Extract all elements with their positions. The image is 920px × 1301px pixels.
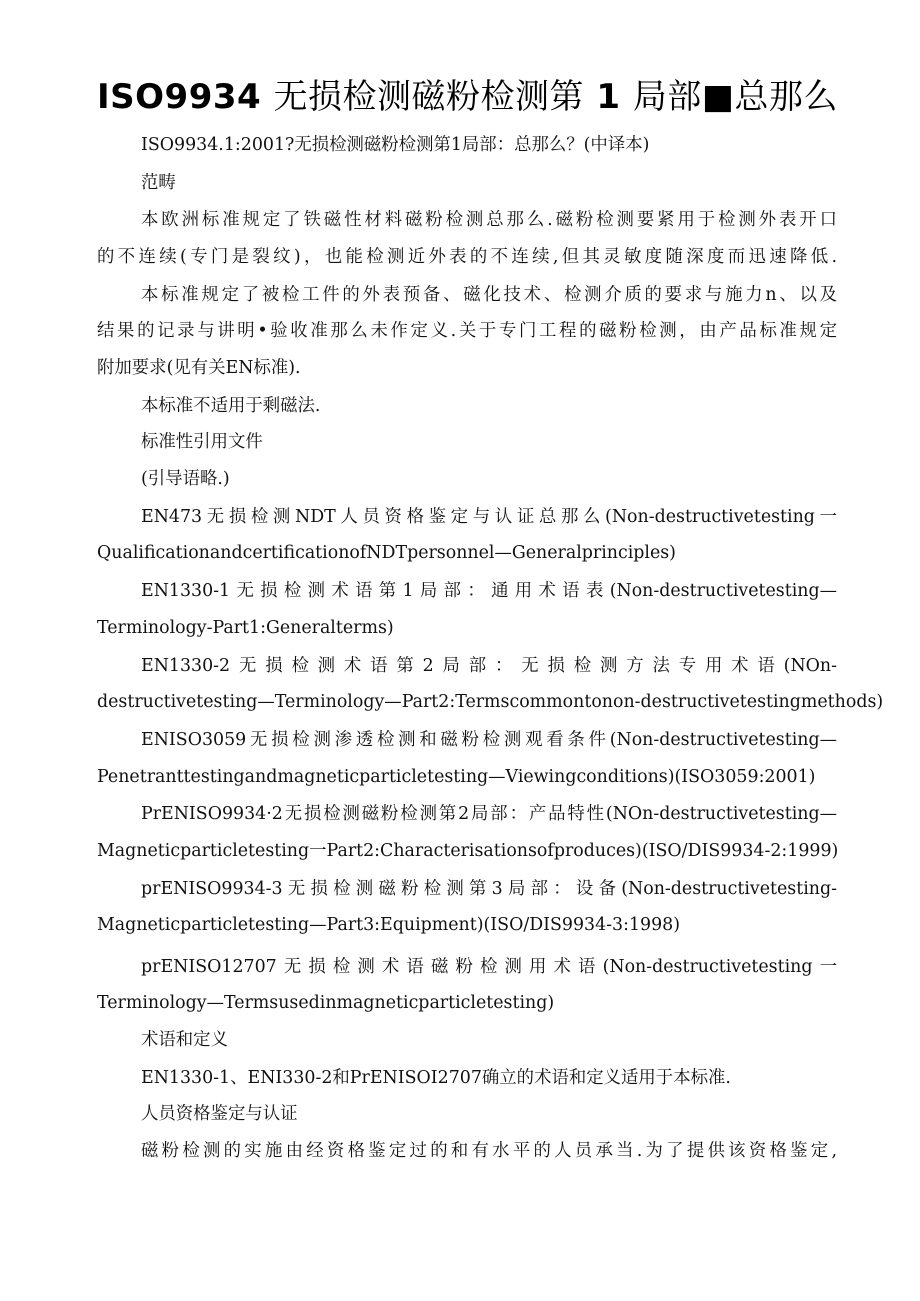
reference-line: Terminology-Part1:Generalterms): [97, 618, 394, 638]
paragraph-line: 的不连续(专门是裂纹)，也能检测近外表的不连续,但其灵敏度随深度而迅速降低.: [97, 247, 837, 267]
reference-line: QualificationandcertificationofNDTpersonnel—Generalprinciples): [97, 543, 676, 563]
paragraph-line: EN1330-1、ENI330-2和PrENISOI2707确立的术语和定义适用于本标准.: [141, 1068, 731, 1088]
reference-line: EN1330-1无损检测术语第1局部：通用术语表(Non-destructivetesting—: [141, 581, 837, 601]
document-title: [97, 74, 877, 120]
references-intro: (引导语略.): [141, 469, 230, 489]
paragraph-line: 磁粉检测的实施由经资格鉴定过的和有水平的人员承当.为了提供该资格鉴定,: [141, 1141, 837, 1161]
reference-line: PrENISO9934·2无损检测磁粉检测第2局部：产品特性(NOn-destructivetesting—: [141, 804, 837, 824]
title-tail: 局部■总那么: [632, 77, 838, 117]
document-subtitle: ISO9934.1:2001?无损检测磁粉检测第1局部：总那么？(中译本): [141, 135, 650, 155]
reference-line: destructivetesting—Terminology—Part2:Termscommontonon-destructivetestingmethods): [97, 692, 884, 712]
reference-line: EN473无损检测NDT人员资格鉴定与认证总那么(Non-destructivetesting一: [141, 507, 837, 527]
paragraph-line: 本标准不适用于剩磁法.: [141, 396, 321, 416]
reference-line: Penetranttestingandmagneticparticletesting—Viewingconditions)(ISO3059:2001): [97, 767, 816, 787]
title-code: ISO9934: [97, 77, 262, 117]
reference-line: prENISO12707无损检测术语磁粉检测用术语(Non-destructivetesting一: [141, 957, 837, 977]
reference-line: Magneticparticletesting一Part2:Characterisationsofproduces)(ISO/DIS9934-2:1999): [97, 841, 839, 861]
paragraph-line: 本标准规定了被检工件的外表预备、磁化技术、检测介质的要求与施力n、以及: [141, 285, 837, 305]
reference-line: EN1330-2无损检测术语第2局部：无损检测方法专用术语(NOn-: [141, 656, 837, 676]
reference-line: ENISO3059无损检测渗透检测和磁粉检测观看条件(Non-destructivetesting—: [141, 730, 837, 750]
section-heading-scope: 范畴: [141, 173, 176, 193]
paragraph-line: 本欧洲标准规定了铁磁性材料磁粉检测总那么.磁粉检测要紧用于检测外表开口: [141, 210, 837, 230]
reference-line: Terminology—Termsusedinmagneticparticletesting): [97, 993, 555, 1013]
paragraph-line: 附加要求(见有关EN标准).: [97, 358, 301, 378]
section-heading-normative-references: 标准性引用文件: [141, 432, 263, 452]
paragraph-line: 结果的记录与讲明•验收准那么未作定义.关于专门工程的磁粉检测，由产品标准规定: [97, 321, 837, 341]
title-part-number: 1: [596, 77, 621, 117]
title-text: 无损检测磁粉检测第: [273, 77, 585, 117]
section-heading-terms: 术语和定义: [141, 1030, 228, 1050]
reference-line: prENISO9934-3无损检测磁粉检测第3局部：设备(Non-destructivetesting-: [141, 879, 837, 899]
reference-line: Magneticparticletesting—Part3:Equipment)(ISO/DIS9934-3:1998): [97, 915, 681, 935]
section-heading-personnel: 人员资格鉴定与认证: [141, 1104, 298, 1124]
